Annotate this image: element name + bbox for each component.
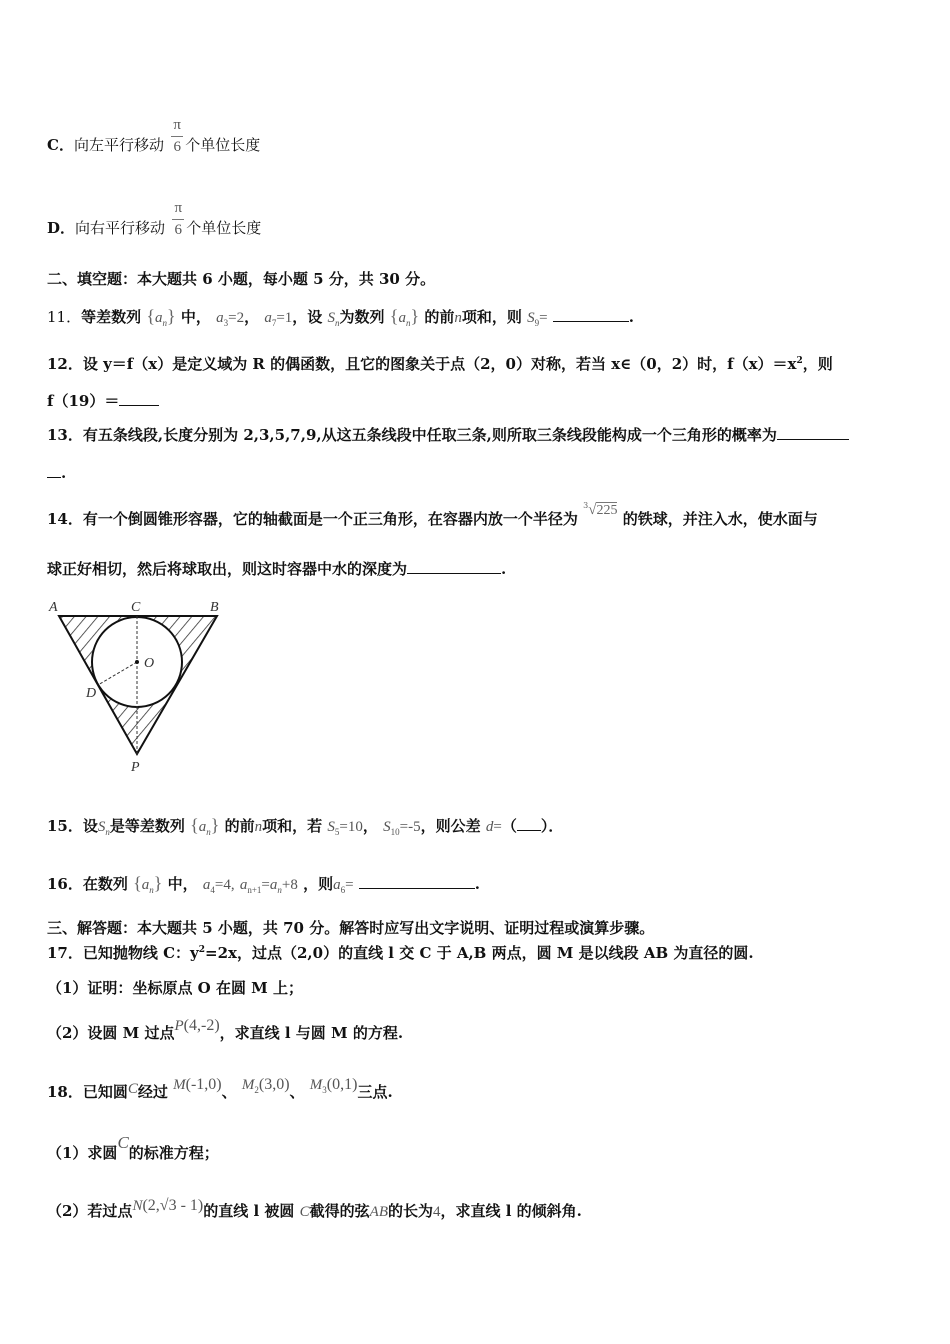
cube-root-225: $^3$√225 — [583, 501, 618, 518]
section-heading-problems: 三、解答题：本大题共 5 小题，共 70 分。解答时应写出文字说明、证明过程或演算步骤。 — [47, 919, 655, 937]
question-17-part2: （2）设圆 M 过点P(4,-2)，求直线 l 与圆 M 的方程. — [47, 1017, 404, 1042]
label-d: D — [86, 686, 97, 701]
option-d: D．向右平行移动 $\frac{\pi}{6}$ 个单位长度 — [47, 200, 262, 238]
center-o — [135, 660, 139, 664]
question-12: 12．设 y＝f（x）是定义域为 R 的偶函数，且它的图象关于点（2，0）对称，若当 x∈（0，2）时，$f(x)=x^2$，则 — [47, 355, 833, 373]
label-o: O — [144, 656, 155, 671]
question-11: 11．等差数列 $\{a_n\}$ 中， $a_3=2$， $a_7=1$，设 $S_n$为数列 $\{a_n\}$ 的前n项和，则 $S_9=$ . — [47, 306, 635, 328]
question-18: 18．已知圆C经过 M(-1,0)、 $M^2(3,0)$、 $M^3(0,1)$三点. — [47, 1076, 393, 1101]
question-17: 17．已知抛物线 C：$y^2=2x$，过点（2,0）的直线 l 交 C 于 A,B 两点，圆 M 是以线段 AB 为直径的圆. — [47, 944, 754, 962]
question-15: 15．设$S_n$是等差数列 $\{a_n\}$ 的前n项和，若 $S_5=10$， $S_{10}=-5$，则公差 d=（ ）． — [47, 815, 564, 837]
cone-sphere-figure — [44, 596, 234, 776]
question-16: 16．在数列 $\{a_n\}$ 中， $a_4=4$, $a_{n+1}=a_n+8$ ，则$a_6=$ . — [47, 873, 481, 895]
question-12-line2: f（19）＝ — [47, 394, 159, 409]
answer-blank-continued[interactable] — [47, 477, 61, 478]
answer-blank[interactable] — [777, 439, 849, 440]
question-13-line2: . — [47, 466, 66, 481]
label-c: C — [131, 600, 141, 615]
question-18-part1: （1）求圆C的标准方程； — [47, 1133, 219, 1162]
question-18-part2: （2）若过点N(2,√3 - 1)的直线 l 被圆 C截得的弦AB的长为4，求直线 l 的倾斜角. — [47, 1197, 582, 1220]
question-17-part1: （1）证明：坐标原点 O 在圆 M 上； — [47, 979, 303, 997]
answer-blank[interactable] — [359, 888, 475, 889]
answer-blank[interactable] — [553, 321, 629, 322]
label-a: A — [49, 600, 58, 615]
answer-blank[interactable] — [517, 830, 541, 831]
question-14: 14．有一个倒圆锥形容器，它的轴截面是一个正三角形，在容器内放一个半径为 $^3$√225 的铁球，并注入水，使水面与 — [47, 501, 818, 528]
answer-blank[interactable] — [407, 573, 501, 574]
section-heading-fill-in: 二、填空题：本大题共 6 小题，每小题 5 分，共 30 分。 — [47, 270, 436, 288]
label-p: P — [131, 760, 140, 775]
option-c: C．向左平行移动 $\frac{\pi}{6}$ 个单位长度 — [47, 117, 261, 155]
label-b: B — [210, 600, 219, 615]
pi-over-6-fraction: $\frac{\pi}{6}$ — [171, 117, 183, 155]
question-13: 13．有五条线段,长度分别为 2,3,5,7,9,从这五条线段中任取三条,则所取三条线段能构成一个三角形的概率为 — [47, 428, 849, 443]
question-14-line2: 球正好相切，然后将球取出，则这时容器中水的深度为 . — [47, 560, 507, 578]
shaded-water-region — [59, 616, 217, 754]
pi-over-6-fraction: $\frac{\pi}{6}$ — [172, 200, 184, 238]
answer-blank[interactable] — [119, 405, 159, 406]
